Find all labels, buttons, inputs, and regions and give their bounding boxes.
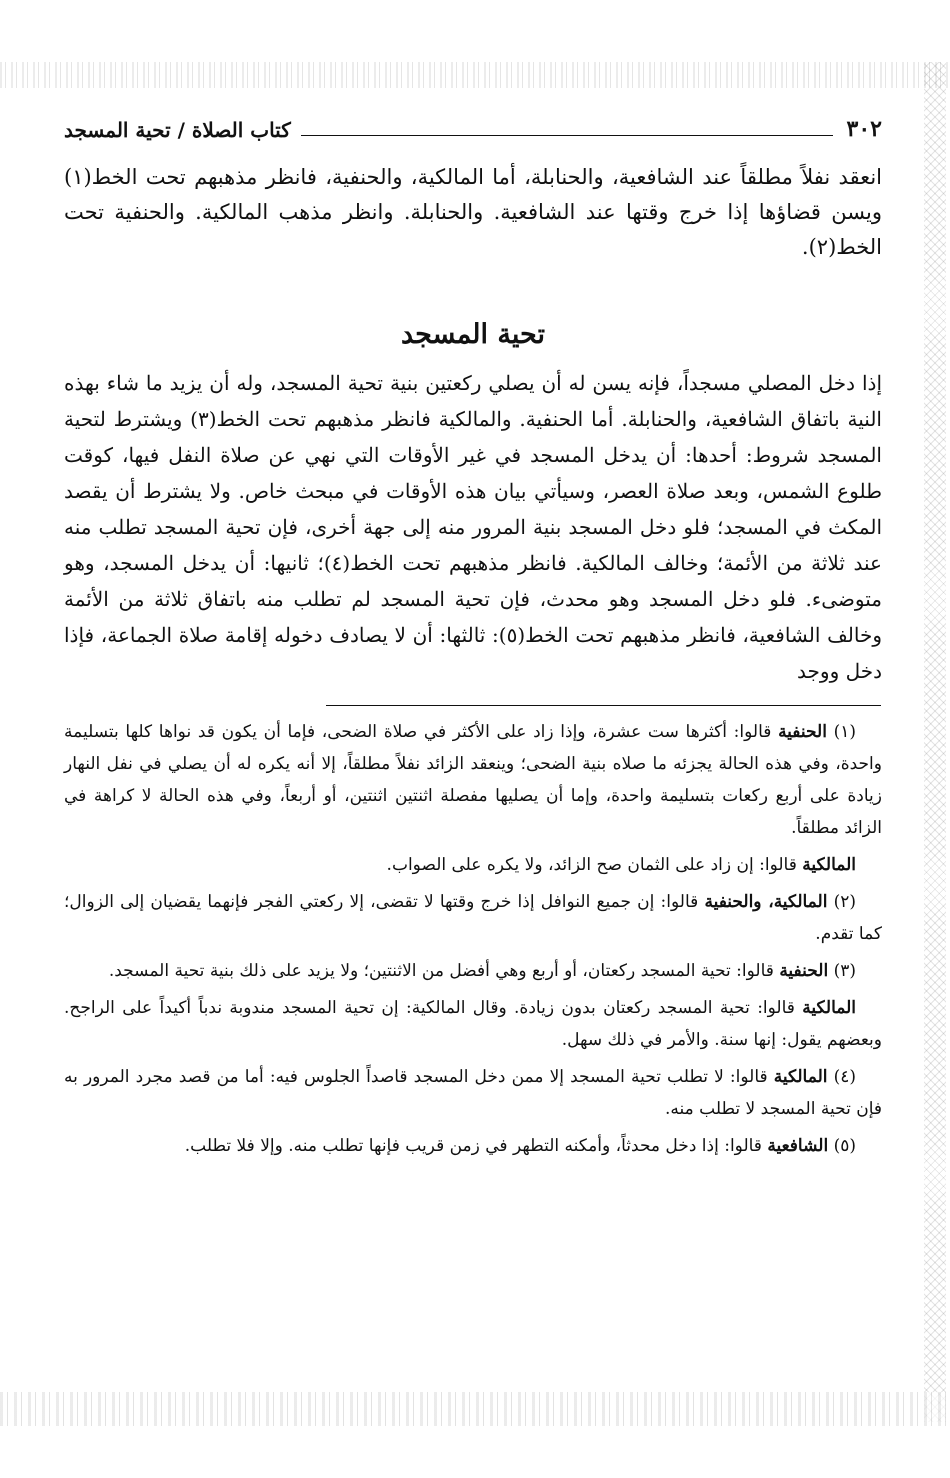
- footnote-2: [64, 886, 882, 950]
- footnote-school: الحنفية: [779, 961, 829, 981]
- scan-border-top: [0, 62, 950, 88]
- page-number: ٣٠٢: [846, 116, 882, 142]
- footnote-separator: [326, 705, 881, 706]
- footnote-text: قالوا: إذا دخل محدثاً، وأمكنه التطهر في زمن قريب فإنها تطلب منه. وإلا فلا تطلب.: [184, 1136, 762, 1156]
- footnotes: [64, 716, 882, 1162]
- page-header: [64, 112, 882, 142]
- scan-border-right: [924, 62, 946, 1422]
- footnote-1-cont: [64, 849, 882, 881]
- page-content: [64, 160, 882, 1167]
- footnote-3: [64, 955, 882, 987]
- footnote-number: (٥): [833, 1136, 856, 1156]
- footnote-school: المالكية: [773, 1067, 828, 1087]
- footnote-text: قالوا: إن جميع النوافل إذا خرج وقتها لا تقضى، إلا ركعتي الفجر فإنهما يقضيان إلى الزوال؛ كما تقدم.: [64, 892, 882, 944]
- section-body: إذا دخل المصلي مسجداً، فإنه يسن له أن يصلي ركعتين بنية تحية المسجد، وله أن يزيد ما شاء بهذه النية باتفاق الشافعية، والحنابلة. أما الحنفية. والمالكية فانظر مذهبهم تحت الخط(٣) ويشترط لتحية المسجد شروط: أحدها: أن يدخل المسجد في غير الأوقات التي نهي عن صلاة النفل فيها، كوقت طلوع الشمس، وبعد صلاة العصر، وسيأتي بيان هذه الأوقات في مبحث خاص. ولا يشترط أن يقصد المكث في المسجد؛ فلو دخل المسجد بنية المرور منه إلى جهة أخرى، فإن تحية المسجد تطلب منه عند ثلاثة من الأئمة؛ وخالف المالكية. فانظر مذهبهم تحت الخط(٤)؛ ثانيها: أن يدخل المسجد، وهو متوضىء. فلو دخل المسجد وهو محدث، فإن تحية المسجد لم تطلب منه باتفاق ثلاثة من الأئمة وخالف الشافعية، فانظر مذهبهم تحت الخط(٥): ثالثها: أن لا يصادف دخوله إقامة صلاة الجماعة، فإذا دخل ووجد: [64, 371, 883, 683]
- footnote-5: [64, 1130, 882, 1162]
- footnote-school: المالكية، والحنفية: [704, 892, 828, 912]
- footnote-number: (٢): [833, 892, 857, 912]
- header-rule: [301, 135, 833, 136]
- footnote-number: (٤): [833, 1067, 857, 1087]
- footnote-number: (١): [833, 722, 857, 742]
- running-title: كتاب الصلاة / تحية المسجد: [64, 118, 291, 142]
- intro-paragraph: انعقد نفلاً مطلقاً عند الشافعية، والحنابلة، أما المالكية، والحنفية، فانظر مذهبهم تحت الخط(١) ويسن قضاؤها إذا خرج وقتها عند الشافعية. والحنابلة. وانظر مذهب المالكية. والحنفية تحت الخط(٢).: [64, 165, 882, 259]
- footnote-text: قالوا: لا تطلب تحية المسجد إلا ممن دخل المسجد قاصداً الجلوس فيه: أما من قصد مجرد المرور به فإن تحية المسجد لا تطلب منه.: [64, 1067, 882, 1119]
- footnote-4: [64, 1061, 882, 1125]
- footnote-school: الحنفية: [778, 722, 827, 742]
- footnote-text: قالوا: تحية المسجد ركعتان، أو أربع وهي أفضل من الاثنتين؛ ولا يزيد على ذلك بنية تحية المسجد.: [108, 961, 774, 981]
- footnote-text: قالوا: أكثرها ست عشرة، وإذا زاد على الأكثر في صلاة الضحى، فإما أن يكون قد نواها كلها بتسليمة واحدة، وفي هذه الحالة يجزئه ما صلاه بنية الضحى؛ وينعقد الزائد نفلاً مطلقاً، إلا أنه يكره له أن يصلي في نفل النهار زيادة على أربع ركعات بتسليمة واحدة، وإما أن يصليها مفصلة اثنتين اثنتين، أو أربعاً، وفي هذه الحالة لا كراهة في الزائد مطلقاً.: [64, 722, 882, 838]
- footnote-school: المالكية: [802, 998, 857, 1018]
- footnote-text: قالوا: إن زاد على الثمان صح الزائد، ولا يكره على الصواب.: [386, 855, 797, 875]
- footnote-school: المالكية: [802, 855, 856, 875]
- footnote-text: قالوا: تحية المسجد ركعتان بدون زيادة. وقال المالكية: إن تحية المسجد مندوبة ندباً أكيداً على الراجح. وبعضهم يقول: إنها سنة. والأمر في ذلك سهل.: [64, 998, 882, 1050]
- section-title: تحية المسجد: [401, 319, 545, 350]
- footnote-1: [64, 716, 882, 844]
- scan-border-bottom: [0, 1392, 950, 1426]
- footnote-school: الشافعية: [767, 1136, 829, 1156]
- footnote-number: (٣): [833, 961, 856, 981]
- footnote-3-cont: [64, 992, 882, 1056]
